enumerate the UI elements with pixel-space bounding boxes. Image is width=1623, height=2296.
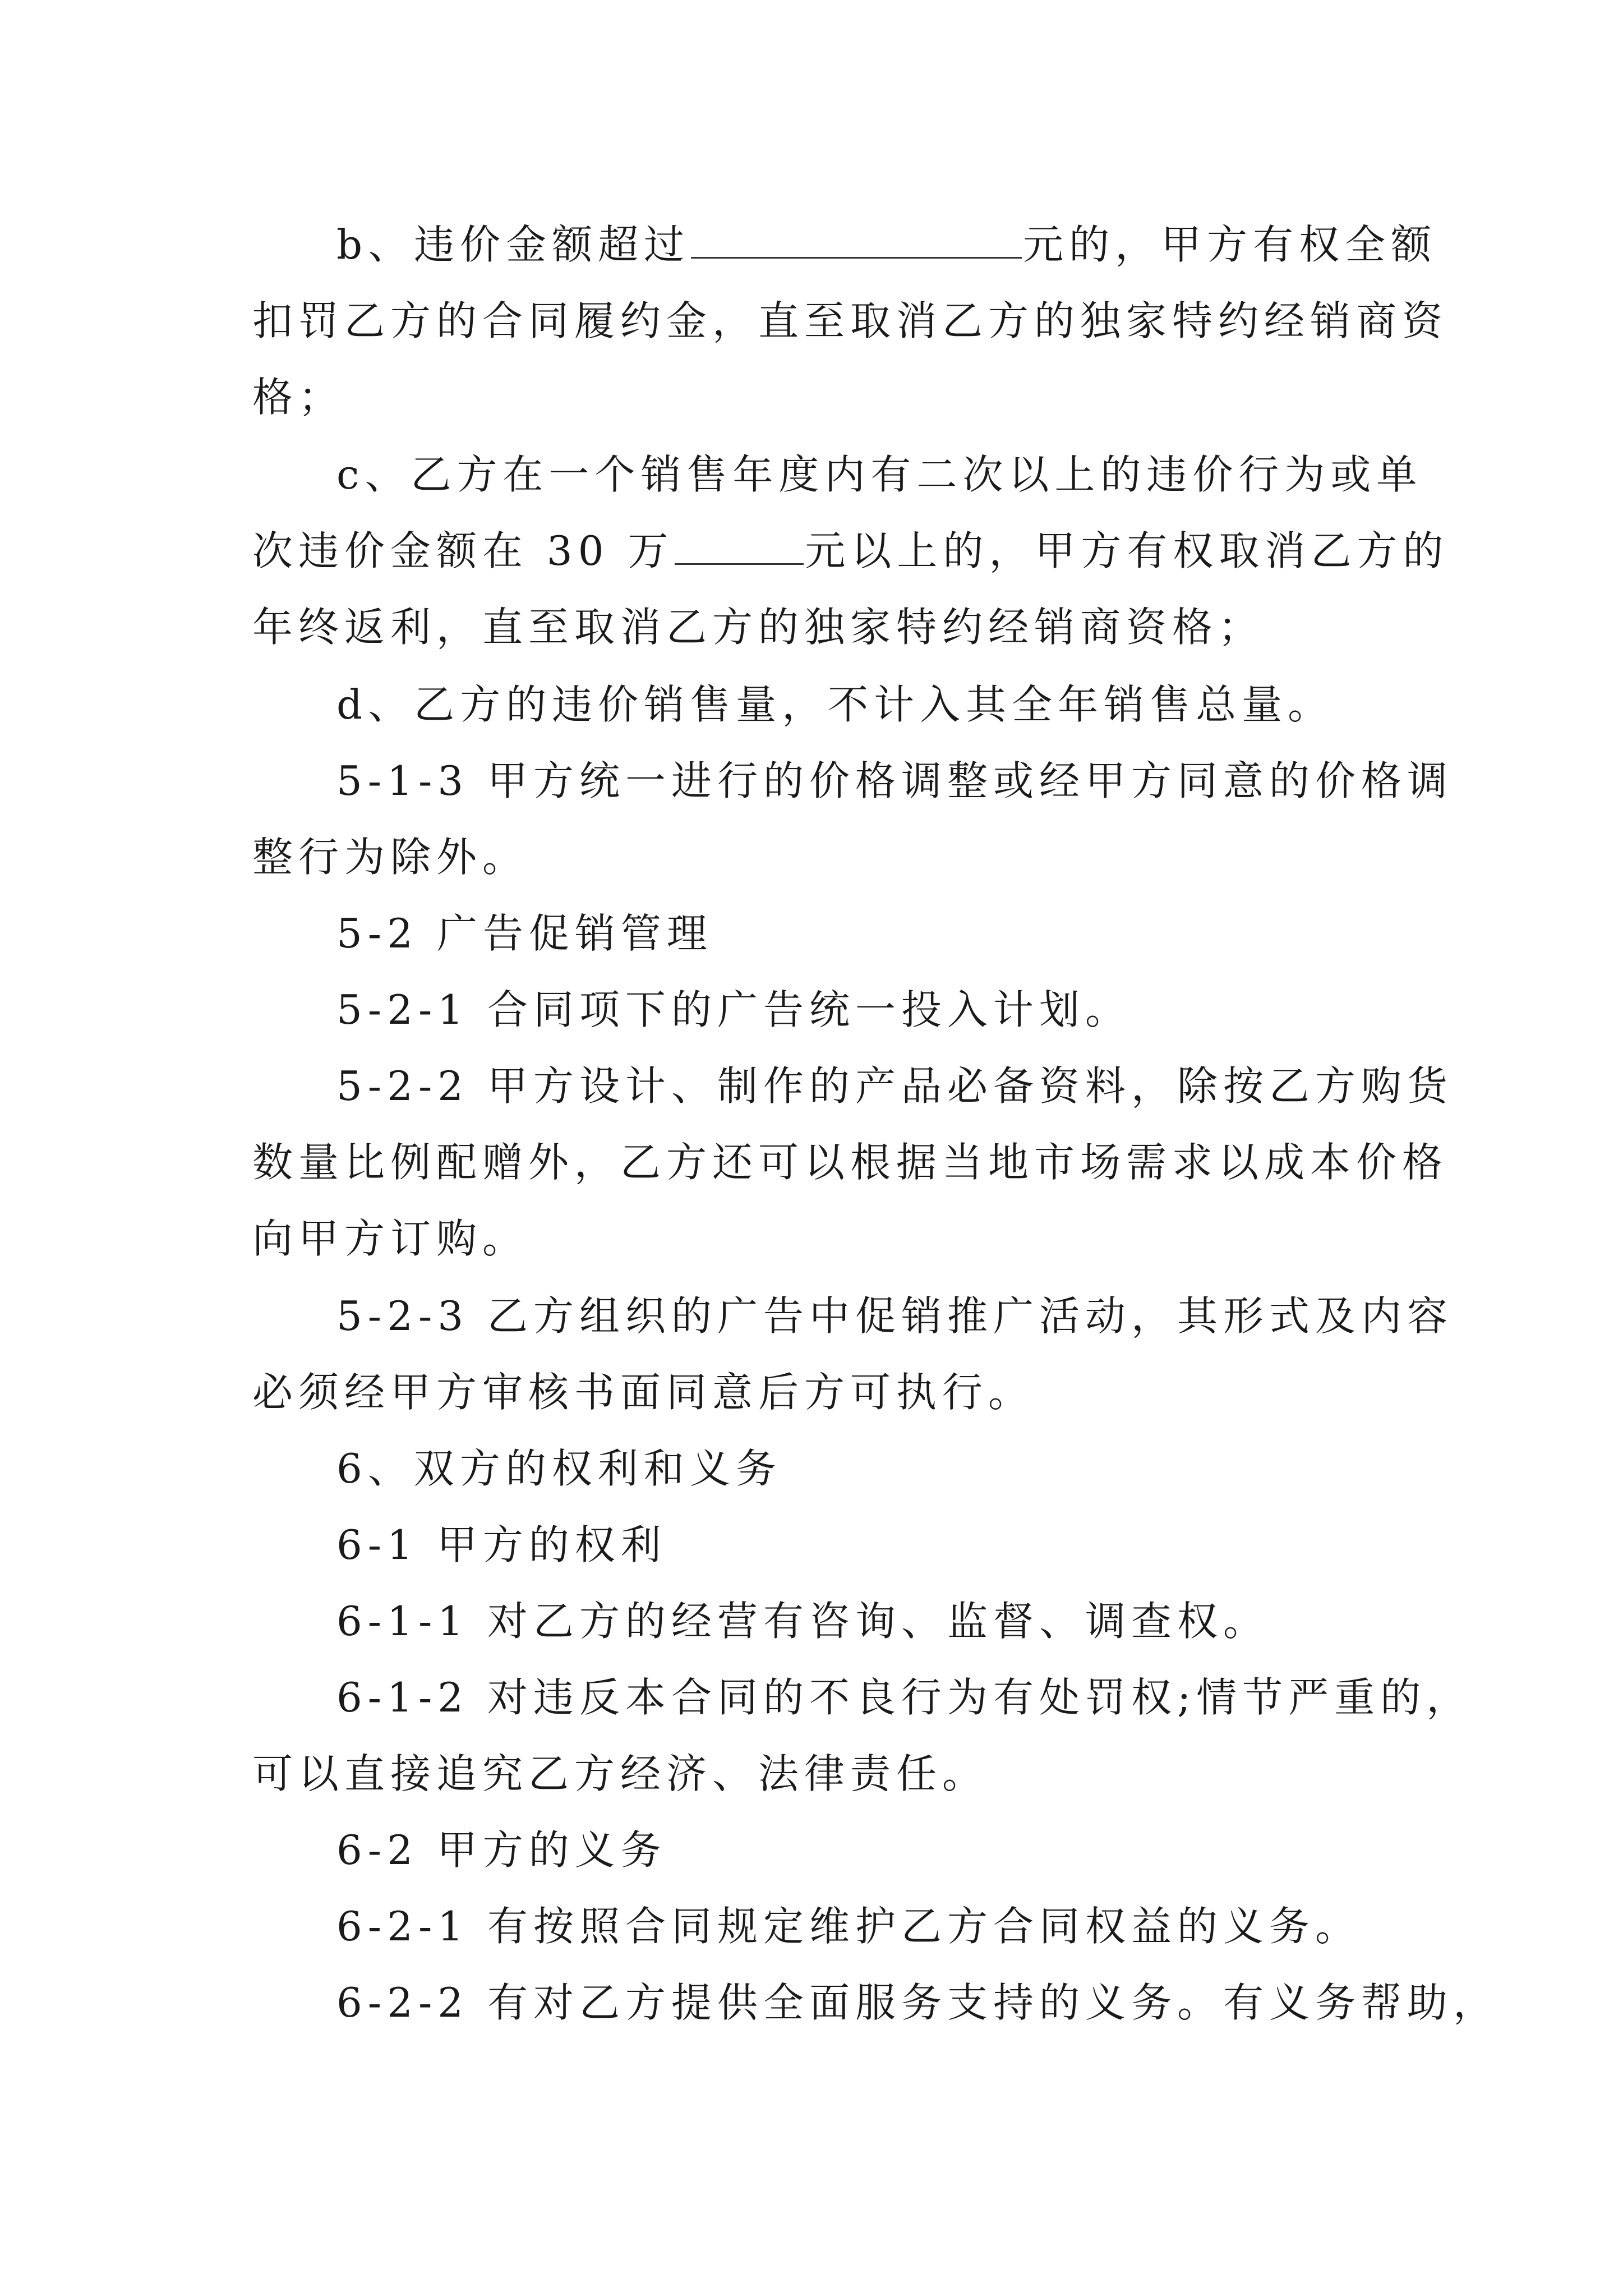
- line-text: b、违价金额超过: [336, 221, 690, 268]
- line-text: 元以上的，甲方有权取消乙方的: [805, 527, 1449, 574]
- line-text: 次违价金额在 30 万: [252, 527, 674, 574]
- text-line: 6-2-1 有按照合同规定维护乙方合同权益的义务。: [336, 1903, 1361, 1950]
- text-line: [252, 513, 1449, 589]
- text-line: [336, 206, 1437, 283]
- text-line: 5-2-3 乙方组织的广告中促销推广活动，其形式及内容: [336, 1292, 1453, 1340]
- text-line: 数量比例配赠外，乙方还可以根据当地市场需求以成本价格: [252, 1139, 1449, 1186]
- text-line: 6-2 甲方的义务: [336, 1826, 667, 1874]
- text-line: 向甲方订购。: [252, 1215, 529, 1262]
- text-line: c、乙方在一个销售年度内有二次以上的违价行为或单: [336, 451, 1423, 498]
- text-line: 扣罚乙方的合同履约金，直至取消乙方的独家特约经销商资: [252, 297, 1449, 344]
- text-line: 5-2-1 合同项下的广告统一投入计划。: [336, 986, 1131, 1033]
- text-line: 5-2 广告促销管理: [336, 910, 713, 957]
- text-line: 可以直接追究乙方经济、法律责任。: [252, 1750, 989, 1797]
- text-line: 5-2-2 甲方设计、制作的产品必备资料，除按乙方购货: [336, 1062, 1453, 1110]
- text-line: d、乙方的违价销售量，不计入其全年销售总量。: [336, 681, 1334, 728]
- text-line: 整行为除外。: [252, 834, 529, 881]
- text-line: 年终返利，直至取消乙方的独家特约经销商资格；: [252, 604, 1265, 651]
- text-line: 6-1 甲方的权利: [336, 1521, 667, 1568]
- text-line: 6、双方的权利和义务: [336, 1445, 782, 1492]
- line-text: 元的，甲方有权全额: [1023, 221, 1437, 268]
- text-line: 必须经甲方审核书面同意后方可执行。: [252, 1369, 1035, 1416]
- text-line: 6-1-1 对乙方的经营有咨询、监督、调查权。: [336, 1598, 1269, 1645]
- text-line: 5-1-3 甲方统一进行的价格调整或经甲方同意的价格调: [336, 757, 1453, 804]
- text-line: 格；: [252, 374, 345, 421]
- fill-in-blank: [691, 256, 1022, 259]
- text-line: 6-2-2 有对乙方提供全面服务支持的义务。有义务帮助，: [336, 1979, 1499, 2026]
- fill-in-blank: [675, 563, 804, 565]
- text-line: 6-1-2 对违反本合同的不良行为有处罚权;情节严重的，: [336, 1674, 1473, 1721]
